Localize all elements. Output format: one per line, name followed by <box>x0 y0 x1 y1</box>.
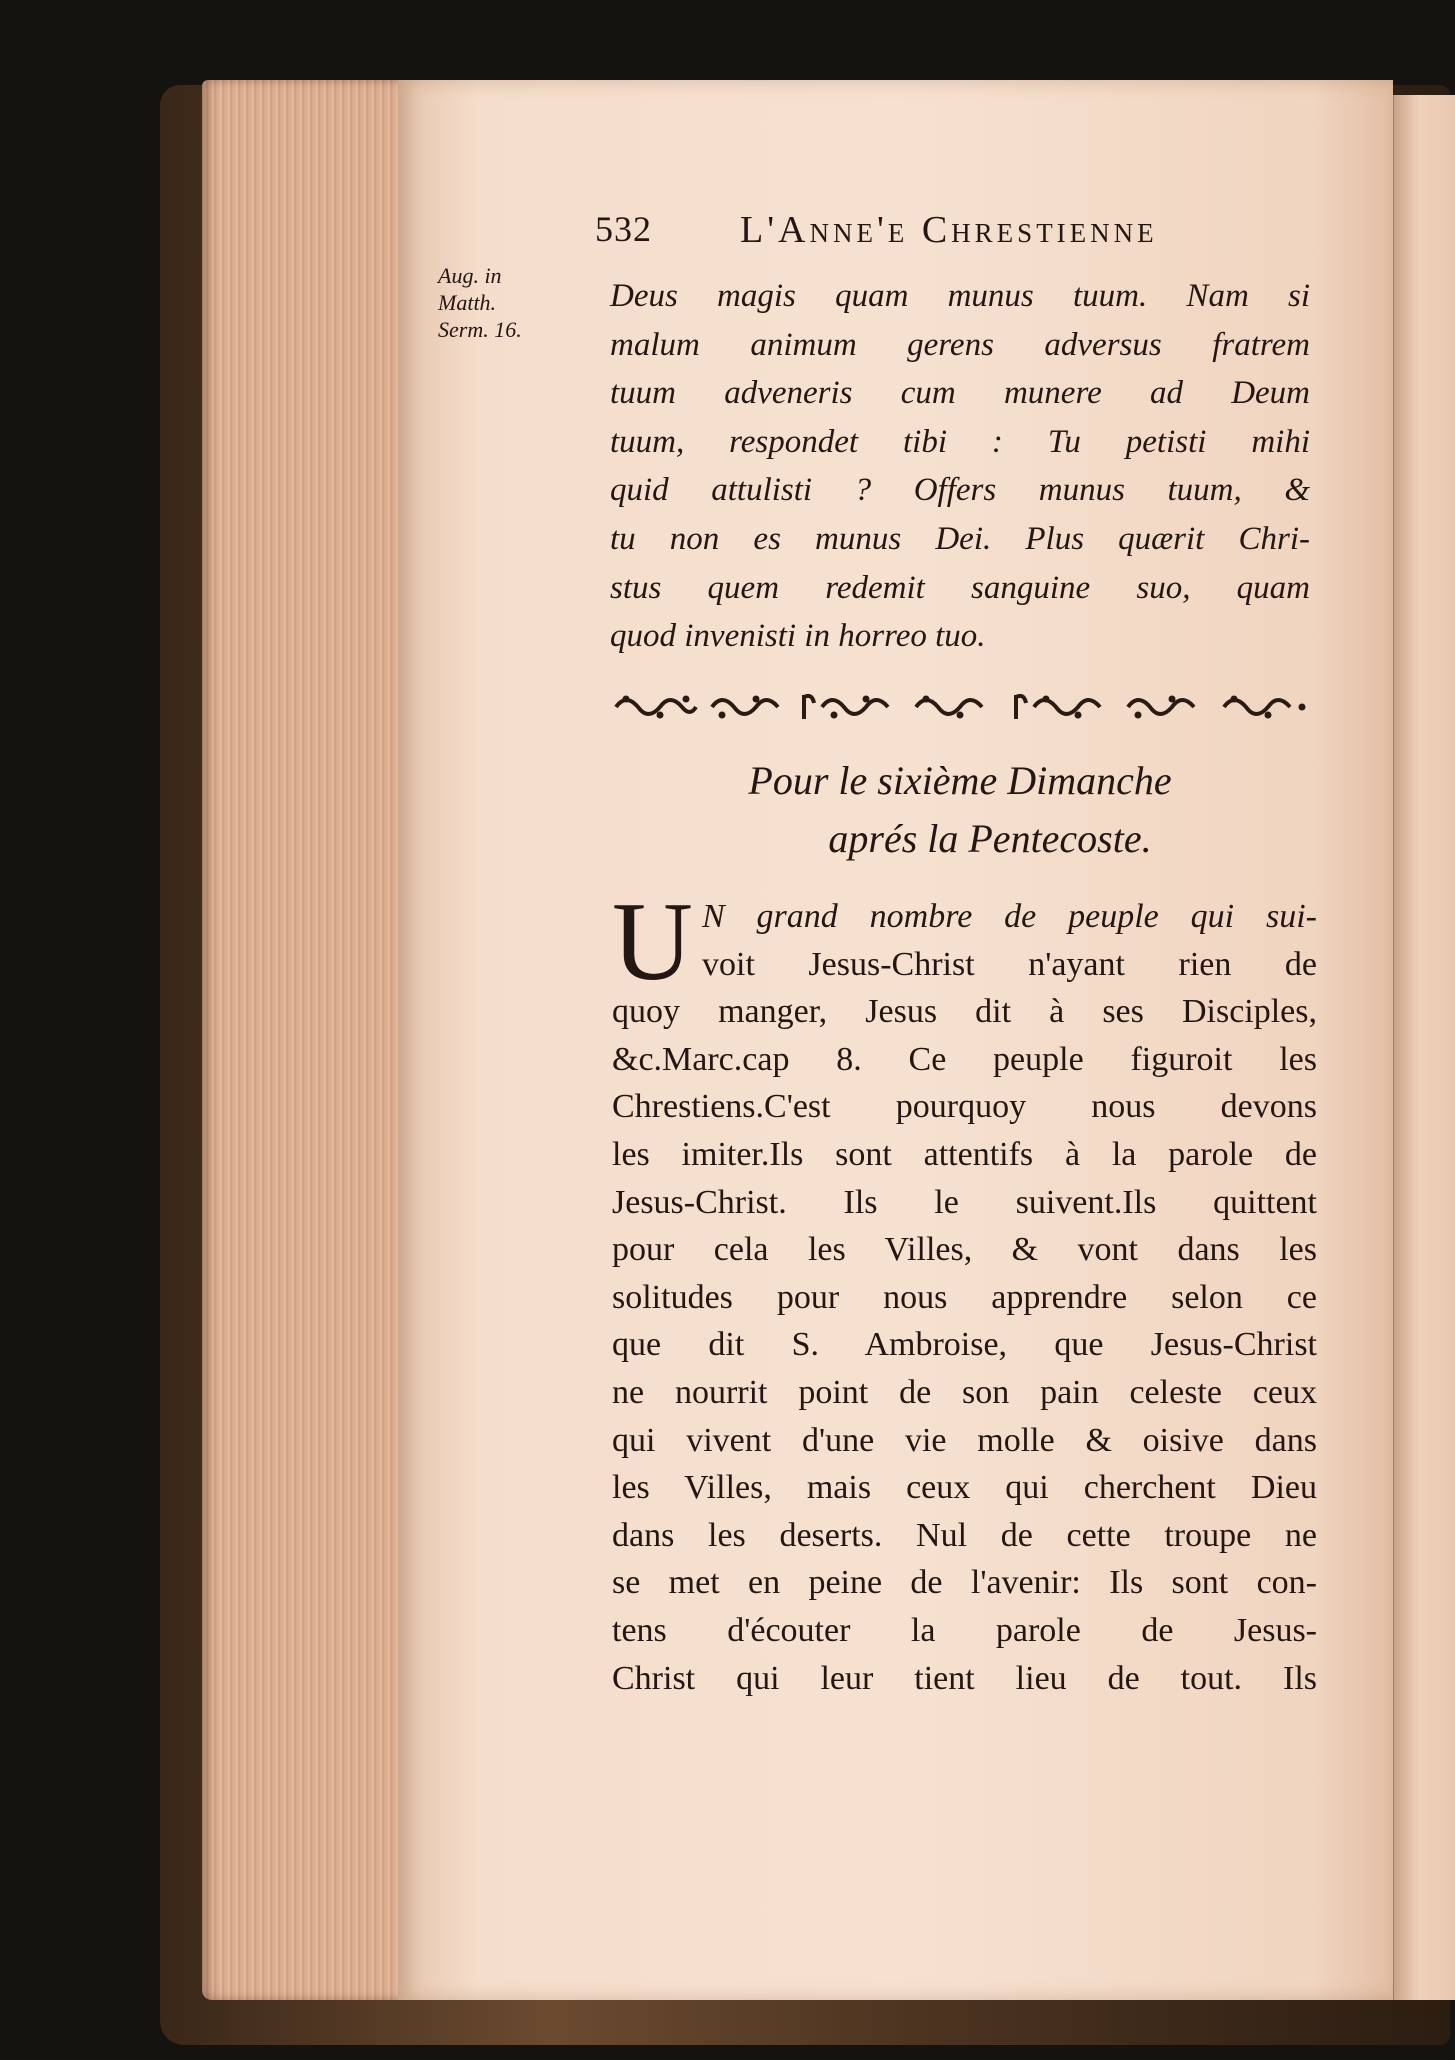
latin-line: stus quem redemit sanguine suo, quam <box>610 569 1310 606</box>
body-line: se met en peine de l'avenir: Ils sont con- <box>612 1564 1317 1602</box>
latin-line: tuum, respondet tibi : Tu petisti mihi <box>610 423 1310 460</box>
ornament-block <box>1128 696 1194 718</box>
ornament-block <box>1224 696 1305 718</box>
body-line: qui vivent d'une vie molle & oisive dans <box>612 1421 1317 1459</box>
body-line: voit Jesus-Christ n'ayant rien de <box>702 945 1317 983</box>
margin-note-line: Matth. <box>438 290 497 315</box>
latin-line: quid attulisti ? Offers munus tuum, & <box>610 472 1310 509</box>
body-line: N grand nombre de peuple qui sui- <box>702 898 1317 935</box>
body-line: tens d'écouter la parole de Jesus- <box>612 1611 1317 1649</box>
ornament-block <box>712 696 778 718</box>
section-title-line: Pour le sixième Dimanche <box>748 758 1172 803</box>
running-title: L'Anne'e Chrestienne <box>740 209 1158 251</box>
latin-line: tuum adveneris cum munere ad Deum <box>610 375 1310 412</box>
latin-quotation <box>610 272 1310 661</box>
body-line: Christ qui leur tient lieu de tout. Ils <box>612 1659 1317 1697</box>
ornament-block <box>916 696 982 718</box>
ornament-divider <box>614 689 1314 725</box>
latin-line: malum animum gerens adversus fratrem <box>610 326 1310 363</box>
ornament-block <box>1016 695 1100 719</box>
page-edges <box>202 80 404 2000</box>
ornament-block <box>804 695 888 719</box>
section-title <box>600 752 1320 868</box>
body-text <box>612 880 1317 1702</box>
body-line: Chrestiens.C'est pourquoy nous devons <box>612 1088 1317 1126</box>
margin-note-line: Serm. 16. <box>438 317 522 342</box>
body-line: &c.Marc.cap 8. Ce peuple figuroit les <box>612 1040 1317 1078</box>
body-line: solitudes pour nous apprendre selon ce <box>612 1278 1317 1316</box>
page-number: 532 <box>595 209 652 249</box>
body-line: Jesus-Christ. Ils le suivent.Ils quittent <box>612 1183 1317 1221</box>
body-line: pour cela les Villes, & vont dans les <box>612 1231 1317 1269</box>
latin-line: Deus magis quam munus tuum. Nam si <box>610 278 1310 314</box>
body-line: dans les deserts. Nul de cette troupe ne <box>612 1516 1317 1554</box>
ornament-block <box>616 696 696 718</box>
section-title-line: aprés la Pentecoste. <box>828 816 1152 861</box>
margin-note-line: Aug. in <box>438 263 502 288</box>
body-line: les Villes, mais ceux qui cherchent Dieu <box>612 1469 1317 1507</box>
margin-note <box>438 262 578 343</box>
latin-line: quod invenisti in horreo tuo. <box>610 618 986 655</box>
body-line: ne nourrit point de son pain celeste ceux <box>612 1373 1317 1411</box>
body-line: les imiter.Ils sont attentifs à la parole de <box>612 1135 1317 1173</box>
running-header <box>595 208 1275 258</box>
facing-page-edge <box>1392 95 1455 2000</box>
body-line: que dit S. Ambroise, que Jesus-Christ <box>612 1326 1317 1364</box>
drop-cap: U <box>612 880 693 1004</box>
body-line: quoy manger, Jesus dit à ses Disciples, <box>612 993 1317 1031</box>
latin-line: tu non es munus Dei. Plus quærit Chri- <box>610 520 1310 557</box>
